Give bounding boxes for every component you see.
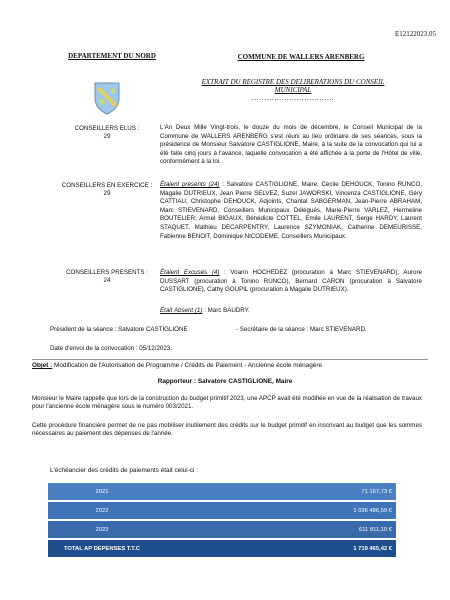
presents-label: Étaient présents (24) bbox=[160, 181, 220, 188]
presents-label-text: CONSEILLERS PRESENTS : bbox=[66, 269, 148, 276]
exercice-count: 29 bbox=[103, 190, 111, 197]
departement-heading: DEPARTEMENT DU NORD bbox=[68, 52, 156, 60]
rapporteur-line: Rapporteur : Salvatore CASTIGLIONE, Maire bbox=[157, 378, 293, 385]
intro-paragraph: L'An Deux Mille Vingt-trois, le douze du mois de décembre, le Conseil Municipal de la Commune de WALLERS ARENBERG s'est réuni au lieu ordinaire de ses séances, sous la présidence de Monsieur Salvatore CASTIGLIONE, Maire, à la suite de la convocation qui lui a été faite cinq jours à l'avance, laquelle convocation a été affichée à la porte de l'Hôtel de ville, conformément à la loi. bbox=[160, 124, 422, 166]
conseillers-presents-label bbox=[52, 269, 162, 285]
objet-label: Objet : bbox=[32, 362, 53, 369]
excuses-label: Étaient Excusés (4) bbox=[160, 269, 220, 276]
presents-count: 24 bbox=[103, 277, 111, 284]
absent-list: : Marc BAUDRY. bbox=[204, 307, 250, 314]
objet-text: Modification de l'Autorisation de Programme / Crédits de Paiement - Ancienne école ménagère bbox=[54, 362, 323, 369]
paragraph-apcp: Monsieur le Maire rappelle que lors de la construction du budget primitif 2023, une APCP avait été modifiée en vue de la réalisation de travaux pour l'ancienne école ménagère sous le numéro 003/2021. bbox=[32, 395, 422, 410]
absent-paragraph bbox=[160, 307, 422, 316]
date-envoi-line: Date d'envoi de la convocation : 05/12/2023. bbox=[50, 345, 172, 352]
table-row bbox=[48, 502, 396, 519]
coat-of-arms-logo bbox=[92, 80, 122, 116]
table-cell-amount: 71 167,73 € bbox=[156, 483, 396, 500]
table-cell-year: 2021 bbox=[48, 483, 156, 500]
excuses-list: : Voann HOCHEDEZ (procuration à Marc STIEVENARD), Aurore DUSSART (procuration à Tonino RUNCO), Bernard CARON (procuration à Salvatore CASTIGLIONE), Cathy GOUPIL (procuration à Magalie DUTRIEUX). bbox=[160, 269, 422, 294]
table-cell-amount: 1 036 486,59 € bbox=[156, 502, 396, 519]
objet-line bbox=[32, 362, 322, 369]
elus-count: 29 bbox=[103, 133, 111, 140]
table-total-row bbox=[48, 540, 396, 557]
presents-paragraph bbox=[160, 181, 422, 241]
credits-table bbox=[48, 481, 396, 559]
conseillers-elus-label bbox=[52, 125, 162, 141]
extrait-dots: …………………………… bbox=[251, 94, 335, 102]
table-row bbox=[48, 521, 396, 538]
table-row bbox=[48, 483, 396, 500]
absent-label: Était Absent (1) bbox=[160, 307, 203, 314]
extrait-title bbox=[198, 78, 388, 102]
presents-list: : Salvatore CASTIGLIONE, Maire, Cécile DEHOUCK, Tonino RUNCO, Magalie DUTRIEUX, Jean Pierre SELVEZ, Suzel JAWORSKI, Vincenza CASTIGLIONE, Géry CATTIAU, Christophe DEHOUCK, Adjoints, Chantal SABGERMAN, Jean-Pierre ABRAHAM, Marc STIEVENARD, Conseillers Municipaux Délégués, Marie-Pierre VARLEZ, Hermeline BOUTELIER, Armel BIGAUX, Bénédicte COTTEL, Emile LAURENT, Serge HARDY, Laurent STAQUET, Mathieu DECARPENTRY, Laurence SZYMONIAK, Catherine DEMEURISSE, Fabienne BENOIT, Dominique NICODEME, Conseillers Municipaux. bbox=[160, 181, 422, 240]
paragraph-procedure: Cette procédure financière permet de ne pas mobiliser inutilement des crédits sur le budget primitif en inscrivant au budget que les sommes nécessaires au paiement des dépenses de l'année. bbox=[32, 422, 422, 437]
divider bbox=[32, 359, 428, 360]
president-line: Président de la séance : Salvatore CASTIGLIONE bbox=[50, 326, 188, 333]
exercice-label-text: CONSEILLERS EN EXERCICE : bbox=[61, 182, 153, 189]
excuses-paragraph bbox=[160, 269, 422, 295]
extrait-title-text: EXTRAIT DU REGISTRE DES DELIBERATIONS DU CONSEIL MUNICIPAL bbox=[201, 78, 385, 94]
elus-label-text: CONSEILLERS ELUS : bbox=[74, 125, 140, 132]
table-total-amount: 1 719 465,42 € bbox=[156, 540, 396, 557]
table-cell-year: 2023 bbox=[48, 521, 156, 538]
conseillers-exercice-label bbox=[52, 182, 162, 198]
commune-heading: COMMUNE DE WALLERS ARENBERG bbox=[237, 53, 365, 61]
table-cell-amount: 611 811,10 € bbox=[156, 521, 396, 538]
echeancier-heading: L'échéancier des crédits de paiements était celui-ci : bbox=[50, 467, 198, 474]
table-cell-year: 2022 bbox=[48, 502, 156, 519]
document-reference: E12122023.05 bbox=[394, 30, 436, 38]
table-total-label: TOTAL AP DEPENSES T.T.C bbox=[48, 540, 156, 557]
secretaire-line: - Secrétaire de la séance : Marc STIEVENARD. bbox=[236, 326, 367, 333]
